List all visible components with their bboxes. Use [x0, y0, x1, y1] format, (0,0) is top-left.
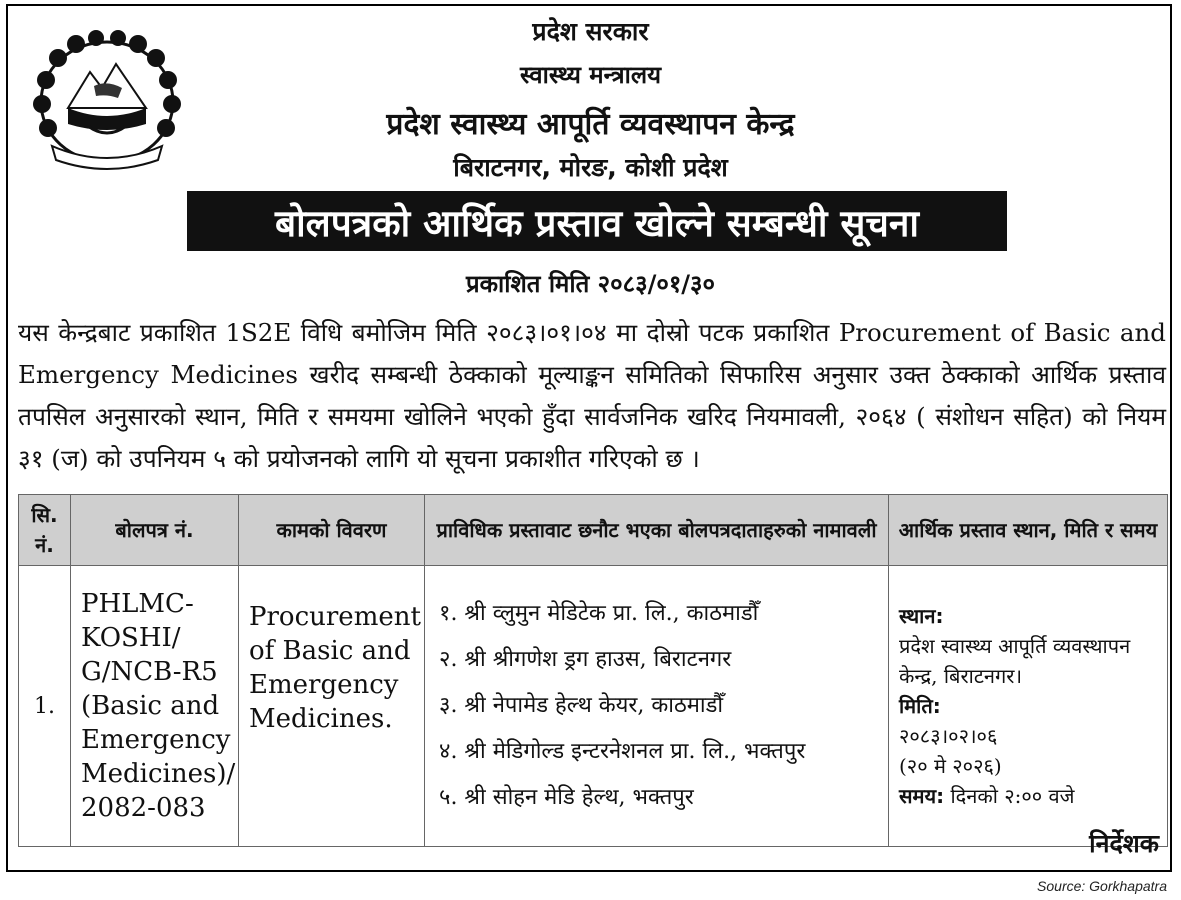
header-description: कामको विवरण [239, 495, 425, 566]
bidder-item: १. श्री व्लुमुन मेडिटेक प्रा. लि., काठमाडौँ [439, 601, 759, 626]
header-sn: सि. नं. [19, 495, 71, 566]
header-bidders: प्राविधिक प्रस्तावाट छनौट भएका बोलपत्रदाताहरुको नामावली [425, 495, 889, 566]
source-credit: Source: Gorkhapatra [1037, 878, 1167, 894]
notice-title: बोलपत्रको आर्थिक प्रस्ताव खोल्ने सम्बन्धी सूचना [187, 191, 1007, 251]
time-value: दिनको २:०० वजे [950, 784, 1075, 808]
header-location: आर्थिक प्रस्ताव स्थान, मिति र समय [889, 495, 1168, 566]
bidder-item: २. श्री श्रीगणेश ड्रग हाउस, बिराटनगर [439, 647, 732, 672]
table-header-row [19, 495, 1168, 566]
government-name: प्रदेश सरकार [532, 17, 649, 46]
ministry-name: स्वास्थ्य मन्त्रालय [519, 61, 662, 89]
tender-table [18, 494, 1168, 847]
cell-bid-no: PHLMC-KOSHI/ G/NCB-R5 (Basic and Emergency Medicines)/ 2082-083 [71, 566, 239, 847]
bidder-item: ४. श्री मेडिगोल्ड इन्टरनेशनल प्रा. लि., भक्तपुर [439, 739, 806, 764]
date-ad: (२० मे २०२६) [899, 754, 1002, 778]
header-bid-no: बोलपत्र नं. [71, 495, 239, 566]
date-label: मिति: [899, 694, 941, 718]
bidder-item: ३. श्री नेपामेड हेल्थ केयर, काठमाडौँ [439, 693, 724, 718]
time-label: समय: [899, 784, 945, 808]
bidder-item: ५. श्री सोहन मेडि हेल्थ, भक्तपुर [439, 785, 694, 810]
cell-description: Procurement of Basic and Emergency Medicines. [239, 566, 425, 847]
office-name: प्रदेश स्वास्थ्य आपूर्ति व्यवस्थापन केन्द्र [386, 107, 795, 142]
cell-bidders [425, 566, 889, 847]
cell-sn: 1. [19, 566, 71, 847]
notice-body: यस केन्द्रबाट प्रकाशित 1S2E विधि बमोजिम मिति २०८३।०१।०४ मा दोस्रो पटक प्रकाशित Procurement of Basic and Emergency Medicines खरीद सम्बन्धी ठेक्काको मूल्याङ्कन समितिको सिफारिस अनुसार उक्त ठेक्काको आर्थिक प्रस्ताव तपसिल अनुसारको स्थान, मिति र समयमा खोलिने भएको हुँदा सार्वजनिक खरिद नियमावली, २०६४ ( संशोधन सहित) को नियम ३१ (ज) को उपनियम ५ को प्रयोजनको लागि यो सूचना प्रकाशीत गरिएको छ । [18, 318, 1166, 473]
table-row [19, 566, 1168, 847]
location-label: स्थान: [899, 604, 944, 628]
location-value: प्रदेश स्वास्थ्य आपूर्ति व्यवस्थापन केन्द्र, बिराटनगर। [899, 634, 1131, 688]
cell-location [889, 566, 1168, 847]
signatory: निर्देशक [1089, 829, 1159, 858]
office-address: बिराटनगर, मोरङ, कोशी प्रदेश [453, 153, 728, 182]
published-date: प्रकाशित मिति २०८३/०१/३० [465, 270, 716, 298]
date-value: २०८३।०२।०६ [899, 724, 998, 748]
